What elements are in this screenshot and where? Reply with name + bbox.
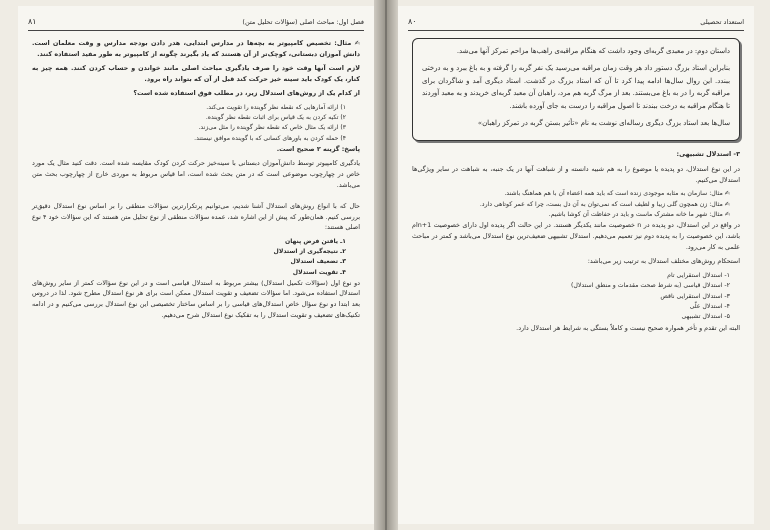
story-box <box>412 38 740 141</box>
type-2: ۲ـ نتیجه‌گیری از استدلال <box>273 248 346 256</box>
strength-item-1: ۱- استدلال استقرایی تام <box>667 271 730 279</box>
type-3: ۳ـ تضعیف استدلال <box>290 258 346 266</box>
answer-text: پاسخ: گزینه ۲ صحیح است. <box>276 144 360 153</box>
closing-paragraph: دو نوع اول (سؤالات تکمیل استدلال) بیشتر مربوط به استدلال قیاسی است و در این نوع سؤالات کمتر از سایر روش‌های استدلال استفاده می‌شود. اما سؤالات تضعیف و تقویت استدلال ممکن است برای هر نوع استدلال مطرح شود. لذا در دروس بعد ابتدا دو نوع سؤال خاص استدلال‌های قیاسی را بر اساس ساختار تخصیصی این نوع استدلال بررسی می‌کنیم و در ادامه تکنیک‌های تضعیف و تقویت استدلال را به تفکیک نوع استدلال شرح می‌دهیم. <box>32 278 360 319</box>
option-2: ۲) تکیه کردن به یک قیاس برای اثبات نقطه نظر گوینده. <box>205 114 346 122</box>
right-page <box>398 6 754 524</box>
footer-note: البته این تقدم و تأخر همواره صحیح نیست و کاملاً بستگی به شرایط هر استدلال دارد. <box>516 323 740 332</box>
right-page-header <box>408 16 744 31</box>
option-4: ۴) حمله کردن به باورهای کسانی که با گوینده موافق نیستند. <box>194 134 346 142</box>
strength-item-2: ۲- استدلال قیاسی (به شرط صحت مقدمات و منطق استدلال) <box>570 282 730 290</box>
example-paragraph-continued: لازم است آنها وقت خود را صرف یادگیری مباحث اصلی مانند خواندن و حساب کردن کنند. همه چیز به کنار، یک کودک باید سینه خیز حرکت کند قبل از آن که بتواند راه برود. <box>32 64 360 83</box>
left-header-title: فصل اول: مباحث اصلی (سؤالات تحلیل متن) <box>242 18 364 26</box>
right-header-title: استعداد تحصیلی <box>700 18 744 26</box>
story-ending: سال‌ها بعد استاد بزرگ دیگری رساله‌ای نوشت به نام «تأثیر بستن گربه در تمرکز راهبان» <box>477 119 730 128</box>
strength-item-3: ۳- استدلال استقرایی ناقص <box>660 292 730 300</box>
example-paragraph: ✍ مثال: تخصیص کامپیوتر به بچه‌ها در مدارس ابتدایی، هدر دادن بودجه مدارس و وقت معلمان است. دانش آموزان دبستانی، کوچک‌تر از آن هستند که یاد بگیرند چگونه از کامپیوتر به طور مفید استفاده کنند. <box>32 39 360 58</box>
left-page-body <box>32 38 360 324</box>
option-3: ۳) ارائه یک مثال خاص که نقطه نظر گوینده را مثل می‌زند. <box>198 124 346 132</box>
example-1: ✍ مثال: سازمان به مثابه موجودی زنده است که باید همه اعضاء آن با هم هماهنگ باشند. <box>504 190 730 198</box>
story-intro: داستان دوم: در معبدی گربه‌ای وجود داشت که هنگام مراقبه‌ی راهب‌ها مزاحم تمرکز آنها می‌شد. <box>456 47 730 55</box>
type-4: ۴ـ تقویت استدلال <box>292 268 346 276</box>
right-page-body <box>412 38 740 337</box>
question-text: از کدام یک از روش‌های استدلال زیر، در مطلب فوق استفاده شده است؟ <box>133 89 360 98</box>
strength-item-5: ۵- استدلال تشبیهی <box>681 313 730 321</box>
strength-item-4: ۴- استدلال علّی <box>689 303 730 311</box>
answer-explanation: یادگیری کامپیوتر توسط دانش‌آموزان دبستانی با سینه‌خیز حرکت کردن کودک مقایسه شده است. دقت کنید مثال یک مورد خاص در چهارچوب موضوعی است که در متن بحث شده است، اما قیاس مربوط به موردی خارج از چهارچوب بحث متن می‌باشد. <box>32 159 360 189</box>
left-page-number: ۸۱ <box>28 17 37 26</box>
section-intro: در این نوع استدلال، دو پدیده یا موضوع را به هم شبیه دانسته و از شباهت آنها در یک جنبه، به شباهت در سایر ویژگی‌ها استدلال می‌کنیم. <box>412 165 740 184</box>
example-2: ✍ مثال: زن همچون گلی زیبا و لطیف است که نمی‌توان به آن دل بست، چرا که عمر کوتاهی دارد. <box>479 200 730 208</box>
type-1: ۱ـ یافتن فرض پنهان <box>285 237 346 245</box>
right-page-number: ۸۰ <box>408 17 417 26</box>
example-3: ✍ مثال: شهر ما خانه مشترک ماست و باید در حفاظت آن کوشا باشیم. <box>548 211 730 219</box>
option-1: ۱) ارائه آمارهایی که نقطه نظر گوینده را تقویت می‌کند. <box>206 103 346 111</box>
left-page-header <box>28 16 364 31</box>
intro-paragraph: حال که با انواع روش‌های استدلال آشنا شدیم، می‌توانیم پرتکرارترین سؤالات منطقی را بر اساس نوع استدلال دقیق‌تر بررسی کنیم. همان‌طور که پیش از این اشاره شد، عمده سؤالات منطقی از نوع تحلیل متن هستند که این سؤالات خود ۴ نوع اصلی هستند: <box>32 202 360 232</box>
explanation-paragraph: در واقع در این استدلال، دو پدیده در n خصوصیت مانند یکدیگر هستند. در این حالت اگر پدیده اول دارای خصوصیت n+1ام باشد، این خصوصیت را به پدیده دوم نیز تعمیم می‌دهیم. استدلال تشبیهی ضعیف‌ترین نوع استدلال می‌باشد و کمتر در مباحث علمی به کار می‌رود. <box>412 221 741 251</box>
left-page <box>18 6 374 524</box>
section-heading: ۳- استدلال تشبیهی: <box>676 150 740 159</box>
story-body: بنابراین استاد بزرگ دستور داد هر وقت زمان مراقبه می‌رسید یک نفر گربه را گرفته و به باغ ببرد و به درختی ببندد. این روال سال‌ها ادامه پیدا کرد تا آن که استاد بزرگ در گذشت. استاد دیگری آمد و شاگردان برای مراقبه گربه را در به باغ می‌بستند. بعد از مرگ گربه هم مرد، راهبان آن معبد گربه‌ای خریدند و به معبد آوردند تا هنگام مراقبه به درخت ببندند تا اصول مراقبه را درست به جای آورده باشند. <box>422 64 730 110</box>
book-gutter <box>374 0 398 530</box>
list-intro: استحکام روش‌های مختلف استدلال به ترتیب زیر می‌باشد: <box>587 257 740 266</box>
